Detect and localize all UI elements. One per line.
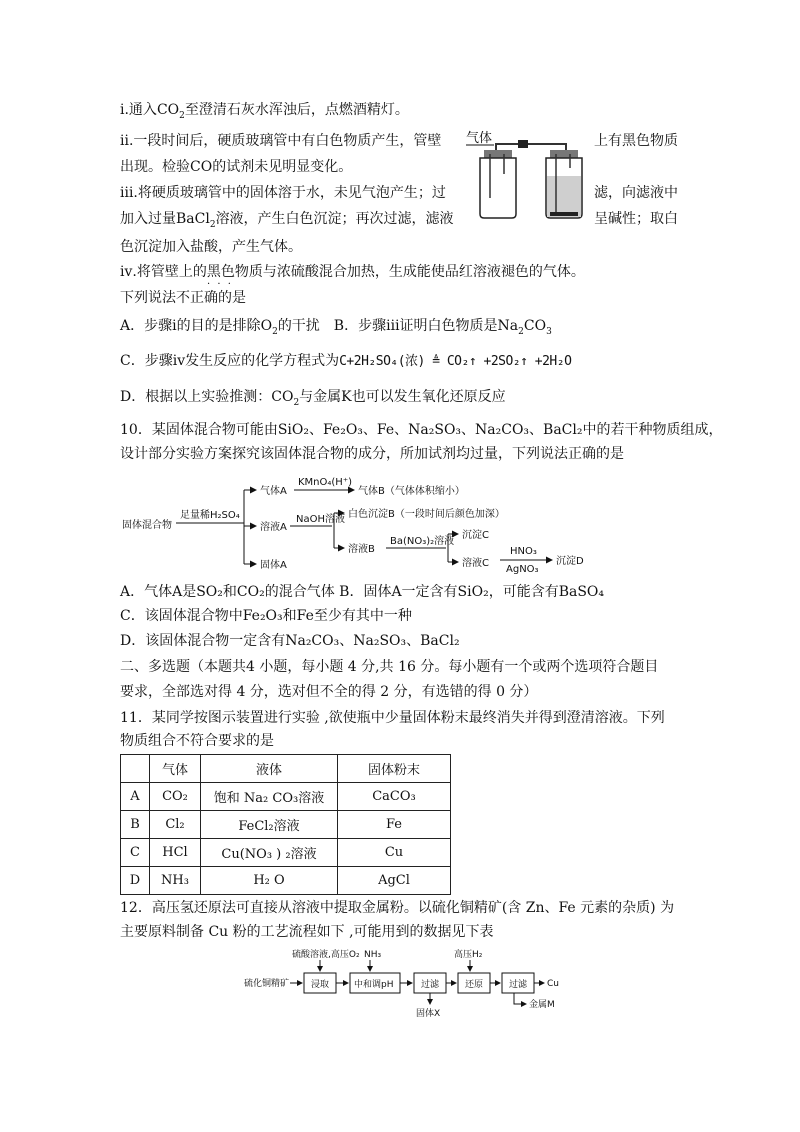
q9-step-iii-c: 色沉淀加入盐酸，产生气体。 (120, 239, 302, 255)
flow-naoh: NaOH溶液 (296, 514, 345, 525)
table-cell: Fe (338, 811, 451, 839)
table-cell: C (121, 839, 150, 867)
q10-flowchart (120, 476, 640, 576)
table-cell: CO₂ (150, 783, 201, 811)
q11-line1: 11．某同学按图示装置进行实验 ,欲使瓶中少量固体粉末最终消失并得到澄清溶液。下列 (120, 710, 665, 726)
section2-line1: 二、多选题（本题共4 小题，每小题 4 分,共 16 分。每小题有一个或两个选项符合题目 (120, 659, 659, 675)
table-cell: CaCO₃ (338, 783, 451, 811)
flow-solidA: 固体A (260, 560, 287, 571)
table-cell: Cu (338, 839, 451, 867)
table-header: 气体 (150, 755, 201, 783)
table-cell: H₂ O (201, 867, 338, 895)
flow-step3: 过滤 (421, 980, 440, 990)
table-cell: D (121, 867, 150, 895)
flow-solA: 溶液A (260, 522, 287, 533)
flow-start: 硫化铜精矿 (244, 979, 290, 989)
q9-step-ii-right: 上有黑色物质 (594, 133, 678, 149)
flow-step5: 过滤 (509, 980, 528, 990)
flow-kmno4: KMnO₄(H⁺) (298, 477, 353, 488)
q10-line2: 设计部分实验方案探究该固体混合物的成分，所加试剂均过量，下列说法正确的是 (120, 446, 624, 462)
flow-cu: Cu (547, 979, 559, 989)
flow-solB: 溶液B (348, 544, 375, 555)
apparatus-gas-label: 气体 (466, 131, 493, 146)
table-cell: A (121, 783, 150, 811)
emphasis-dots: · · · (207, 279, 233, 290)
q9-step-iv: ⅳ.将管壁上的黑色物质与浓硫酸混合加热，生成能使品红溶液褪色的气体。 (120, 264, 585, 280)
table-cell: 饱和 Na₂ CO₃溶液 (201, 783, 338, 811)
flow-hno3: HNO₃ (510, 546, 537, 557)
table-row (121, 867, 451, 895)
q11-table (120, 754, 451, 895)
table-cell: Cu(NO₃ ) ₂溶液 (201, 839, 338, 867)
q9-step-i: ⅰ.通入$CO_2$至澄清石灰水浑浊后，点燃酒精灯。 (120, 102, 409, 121)
q9-option-d: D．根据以上实验推测：$CO_2$与金属K也可以发生氧化还原反应 (120, 389, 506, 408)
flow-reagent1: 足量稀H₂SO₄ (180, 510, 240, 521)
q9-step-ii-b: 出现。检验CO的试剂未见明显变化。 (120, 159, 353, 175)
flow-step2: 中和调pH (354, 980, 394, 990)
q9-step-iii-b: 加入过量BaCl$_2$溶液，产生白色沉淀；再次过滤，滤液 (120, 211, 454, 230)
flow-gasB: 气体B（气体体积缩小） (358, 486, 465, 497)
flow-precD: 沉淀D (556, 556, 584, 567)
flow-top3: 高压H₂ (454, 950, 483, 960)
q12-line1: 12．高压氢还原法可直接从溶液中提取金属粉。以硫化铜精矿(含 Zn、Fe 元素的杂质) 为 (120, 900, 675, 916)
table-header-row (121, 755, 451, 783)
q9-step-iii: ⅲ.将硬质玻璃管中的固体溶于水，未见气泡产生；过 (120, 185, 446, 201)
flow-agno3: AgNO₃ (506, 564, 539, 575)
flow-solC: 溶液C (462, 558, 489, 569)
q10-option-c: C．该固体混合物中Fe₂O₃和Fe至少有其中一种 (120, 608, 412, 624)
tube-clamp (518, 140, 528, 148)
table-cell: FeCl₂溶液 (201, 811, 338, 839)
q9-step-iii-right2: 呈碱性；取白 (594, 211, 678, 227)
flow-top2: NH₃ (364, 950, 382, 960)
q9-option-a: A．步骤ⅰ的目的是排除$O_2$的干扰 B．步骤ⅲ证明白色物质是$Na_2CO_3$ (120, 318, 552, 337)
table-cell: Cl₂ (150, 811, 201, 839)
q11-line2: 物质组合不符合要求的是 (120, 733, 274, 749)
table-cell: HCl (150, 839, 201, 867)
flow-whiteB: 白色沉淀B（一段时间后颜色加深） (348, 509, 505, 520)
table-header: 固体粉末 (338, 755, 451, 783)
flow-start: 固体混合物 (122, 520, 172, 531)
q10-option-d: D．该固体混合物一定含有Na₂CO₃、Na₂SO₃、BaCl₂ (120, 633, 460, 649)
flow-top1: 硫酸溶液,高压O₂ (292, 950, 360, 960)
table-cell: AgCl (338, 867, 451, 895)
table-row (121, 811, 451, 839)
flow-precC: 沉淀C (462, 530, 489, 541)
table-header: 液体 (201, 755, 338, 783)
q9-option-c: C．步骤ⅳ发生反应的化学方程式为C+2H₂SO₄(浓) ≜ CO₂↑ +2SO₂↑ +2H₂O (120, 353, 572, 369)
q12-line2: 主要原料制备 Cu 粉的工艺流程如下 ,可能用到的数据见下表 (120, 924, 494, 940)
gas-bottle-apparatus (466, 128, 594, 220)
section2-line2: 要求，全部选对得 4 分，选对但不全的得 2 分，有选错的得 0 分） (120, 684, 538, 700)
flow-gasA: 气体A (260, 486, 287, 497)
q9-step-iii-right: 滤，向滤液中 (594, 185, 678, 201)
table-row (121, 783, 451, 811)
flow-bano3: Ba(NO₃)₂溶液 (390, 536, 455, 547)
q10-option-ab: A．气体A是SO₂和CO₂的混合气体 B．固体A一定含有SiO₂，可能含有BaSO₄ (120, 584, 605, 600)
table-cell: B (121, 811, 150, 839)
flow-solidX: 固体X (416, 1009, 441, 1019)
flow-step1: 浸取 (311, 980, 330, 990)
table-header (121, 755, 150, 783)
table-cell: NH₃ (150, 867, 201, 895)
q9-step-ii: ⅱ.一段时间后，硬质玻璃管中有白色物质产生，管壁 (120, 133, 442, 149)
flow-metalM: 金属M (529, 1000, 555, 1010)
table-row (121, 839, 451, 867)
q9-question: 下列说法不正确的是 (120, 290, 246, 306)
flow-step4: 还原 (465, 980, 484, 990)
q10-line1: 10．某固体混合物可能由SiO₂、Fe₂O₃、Fe、Na₂SO₃、Na₂CO₃、BaCl₂中的若干种物质组成， (120, 422, 723, 438)
q12-process-flow (244, 946, 574, 1026)
